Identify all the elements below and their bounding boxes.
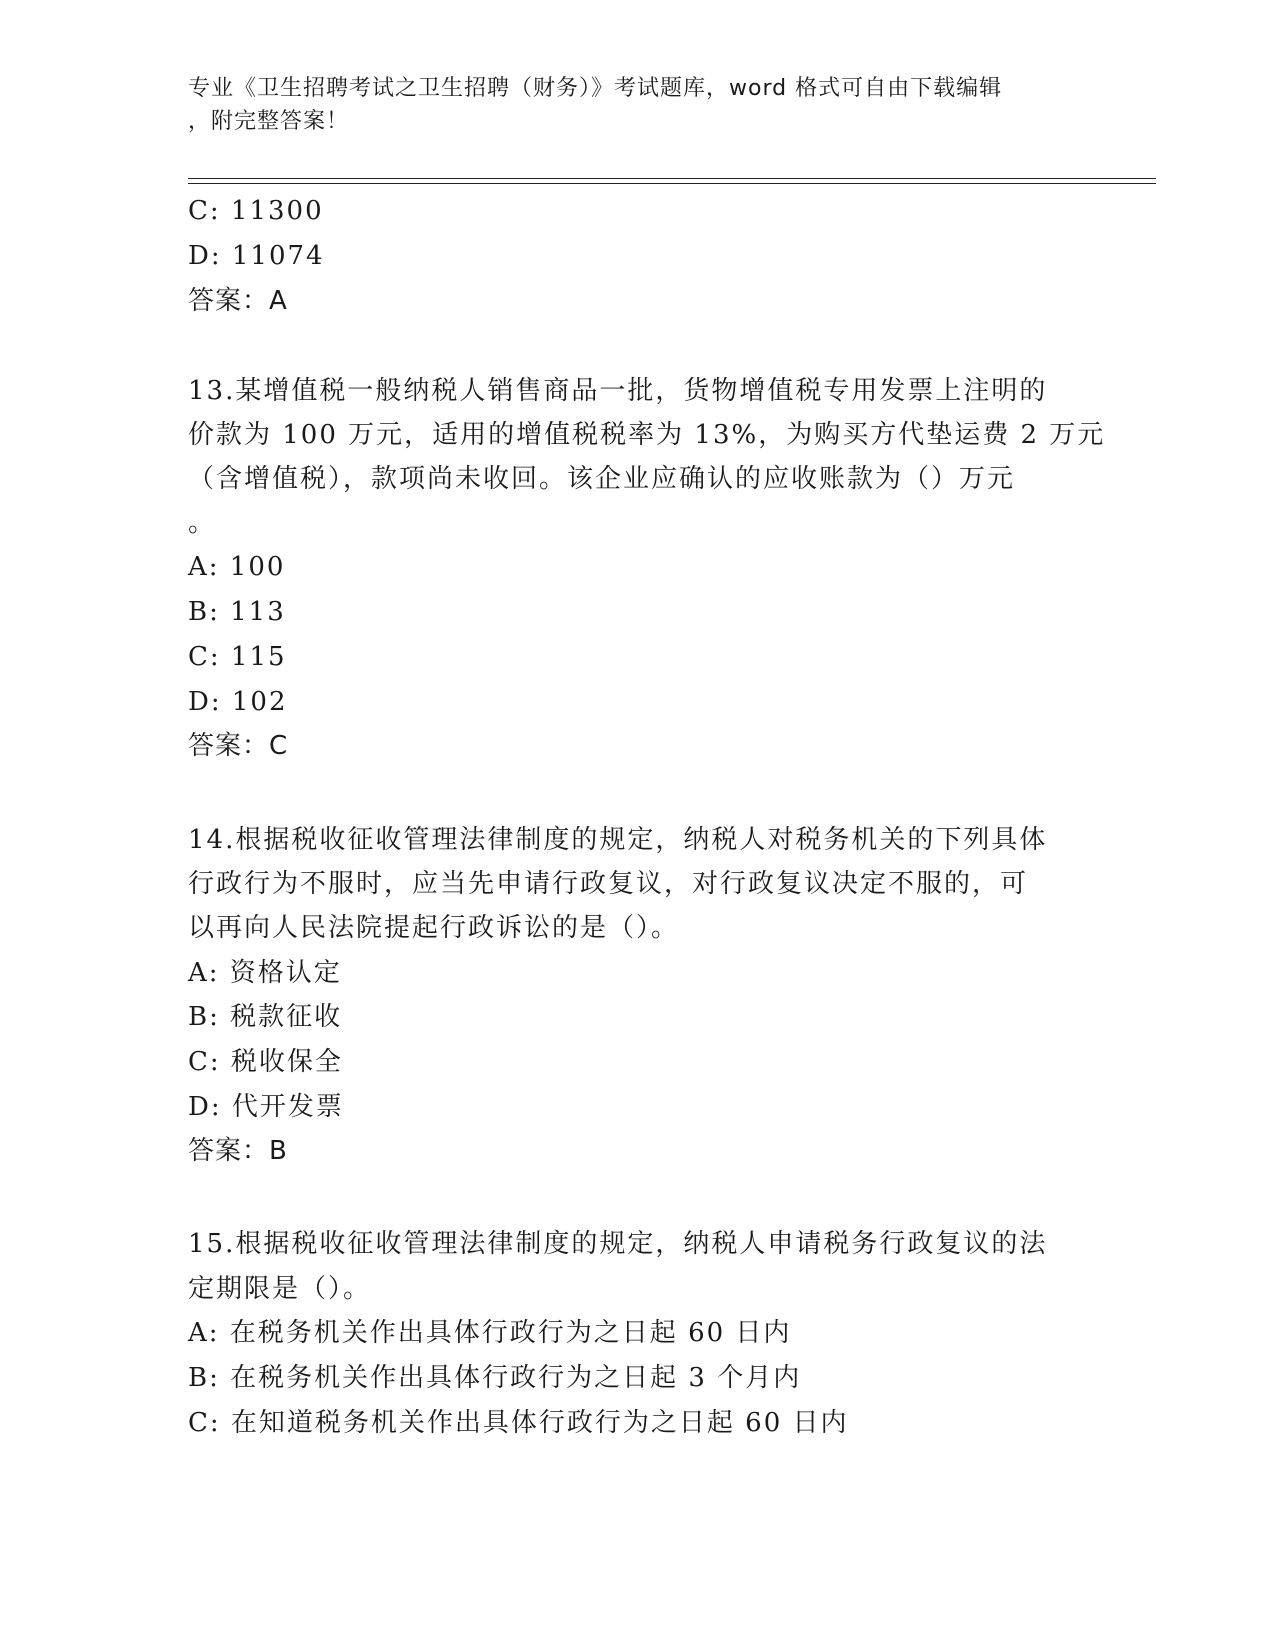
question-15-option-b: B: 在税务机关作出具体行政行为之日起 3 个月内: [188, 1363, 802, 1393]
answer: 答案：A: [188, 286, 288, 316]
question-15-stem-line-1: 15.根据税收征收管理法律制度的规定，纳税人申请税务行政复议的法: [188, 1229, 1048, 1259]
question-13-answer: 答案：C: [188, 731, 289, 761]
question-14-stem-line-3: 以再向人民法院提起行政诉讼的是（）。: [188, 913, 680, 943]
question-14-option-c: C: 税收保全: [188, 1047, 343, 1077]
question-14-option-d: D: 代开发票: [188, 1092, 344, 1122]
question-14-option-a: A: 资格认定: [188, 958, 342, 988]
question-13-stem-line-3: （含增值税），款项尚未收回。该企业应确认的应收账款为（）万元: [188, 464, 1016, 494]
header-line-2: ，附完整答案！: [188, 109, 350, 134]
question-13-option-c: C: 115: [188, 642, 287, 672]
question-13-stem-line-1: 13.某增值税一般纳税人销售商品一批，货物增值税专用发票上注明的: [188, 376, 1048, 406]
question-13-option-a: A: 100: [188, 552, 286, 582]
question-14-stem-line-1: 14.根据税收征收管理法律制度的规定，纳税人对税务机关的下列具体: [188, 825, 1048, 855]
header-line-1: 专业《卫生招聘考试之卫生招聘（财务）》考试题库，word 格式可自由下载编辑: [188, 76, 1003, 101]
question-13-option-d: D: 102: [188, 687, 288, 717]
question-15-stem-line-2: 定期限是（）。: [188, 1274, 372, 1304]
question-15-option-c: C: 在知道税务机关作出具体行政行为之日起 60 日内: [188, 1408, 849, 1438]
question-14-answer: 答案：B: [188, 1136, 288, 1166]
question-13-stem-line-4: 。: [188, 508, 217, 538]
question-14-stem-line-2: 行政行为不服时，应当先申请行政复议，对行政复议决定不服的，可: [188, 869, 1029, 899]
question-13-option-b: B: 113: [188, 597, 286, 627]
header-divider-bottom: [188, 183, 1156, 184]
header-divider-top: [188, 178, 1156, 179]
question-14-option-b: B: 税款征收: [188, 1002, 343, 1032]
option-d: D: 11074: [188, 241, 325, 271]
question-15-option-a: A: 在税务机关作出具体行政行为之日起 60 日内: [188, 1318, 792, 1348]
option-c: C: 11300: [188, 196, 324, 226]
document-header: [188, 72, 1078, 138]
question-13-stem-line-2: 价款为 100 万元，适用的增值税税率为 13%，为购买方代垫运费 2 万元: [188, 420, 1106, 450]
